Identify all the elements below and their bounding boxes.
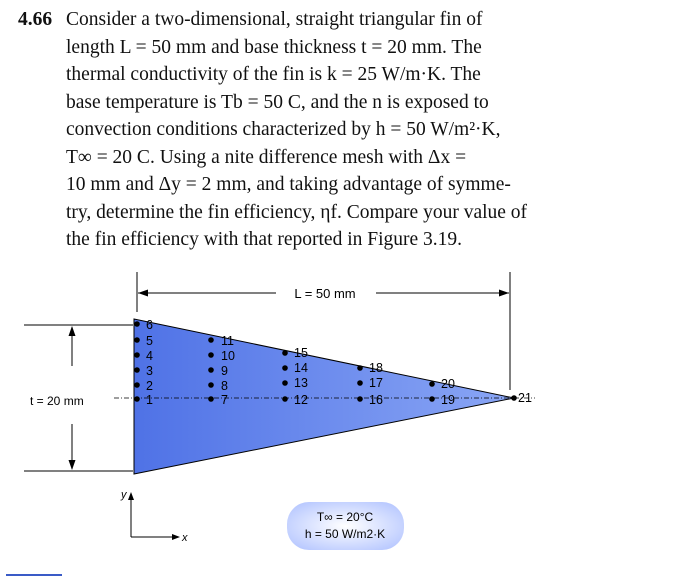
node-label: 17 <box>369 376 383 390</box>
length-label: L = 50 mm <box>294 286 356 301</box>
node-label: 7 <box>221 393 228 407</box>
node-label: 2 <box>146 379 153 393</box>
problem-line-9: the fin efficiency with that reported in Figure 3.19. <box>66 229 463 250</box>
problem-line-1: Consider a two-dimensional, straight triangular fin of <box>66 9 483 30</box>
node-label: 3 <box>146 364 153 378</box>
node-label: 5 <box>146 334 153 348</box>
node-label: 21 <box>518 391 532 405</box>
node-label: 14 <box>294 361 308 375</box>
y-axis-label: y <box>121 489 127 501</box>
ambient-conditions-callout <box>287 502 404 550</box>
problem-line-5: convection conditions characterized by h = 50 W/m²·K, <box>66 119 501 140</box>
bottom-rule <box>6 574 62 576</box>
problem-number: 4.66 <box>18 9 53 30</box>
problem-line-6: T∞ = 20 C. Using a nite difference mesh with Δx = <box>66 146 467 168</box>
node-label: 15 <box>294 346 308 360</box>
problem-line-2: length L = 50 mm and base thickness t = 20 mm. The <box>66 36 482 58</box>
node-label: 4 <box>146 349 153 363</box>
convection-coefficient: h = 50 W/m2·K <box>304 527 386 541</box>
problem-line-8: try, determine the fin efficiency, ηf. Compare your value of <box>66 201 528 223</box>
ambient-temperature: T∞ = 20°C <box>316 510 374 524</box>
node-label: 9 <box>221 364 228 378</box>
node-label: 8 <box>221 379 228 393</box>
node-label: 19 <box>441 393 455 407</box>
fin-shape <box>134 319 514 474</box>
node-label: 6 <box>146 318 153 332</box>
node-label: 10 <box>221 349 235 363</box>
node-label: 12 <box>294 393 308 407</box>
x-axis-label: x <box>182 532 188 544</box>
problem-line-7: 10 mm and Δy = 2 mm, and taking advantage of symme- <box>66 174 511 195</box>
node-label: 1 <box>146 393 153 407</box>
problem-line-3: thermal conductivity of the fin is k = 25 W/m·K. The <box>66 64 481 85</box>
coordinate-axes <box>120 489 188 544</box>
node-label: 13 <box>294 376 308 390</box>
node-column-4 <box>357 361 383 407</box>
thickness-label: t = 20 mm <box>30 394 84 408</box>
node-label: 20 <box>441 377 455 391</box>
node-label: 16 <box>369 393 383 407</box>
node-label: 18 <box>369 361 383 375</box>
node-label: 11 <box>221 334 234 348</box>
problem-line-4: base temperature is Tb = 50 C, and the n is exposed to <box>66 91 489 113</box>
node-tip <box>511 391 532 405</box>
